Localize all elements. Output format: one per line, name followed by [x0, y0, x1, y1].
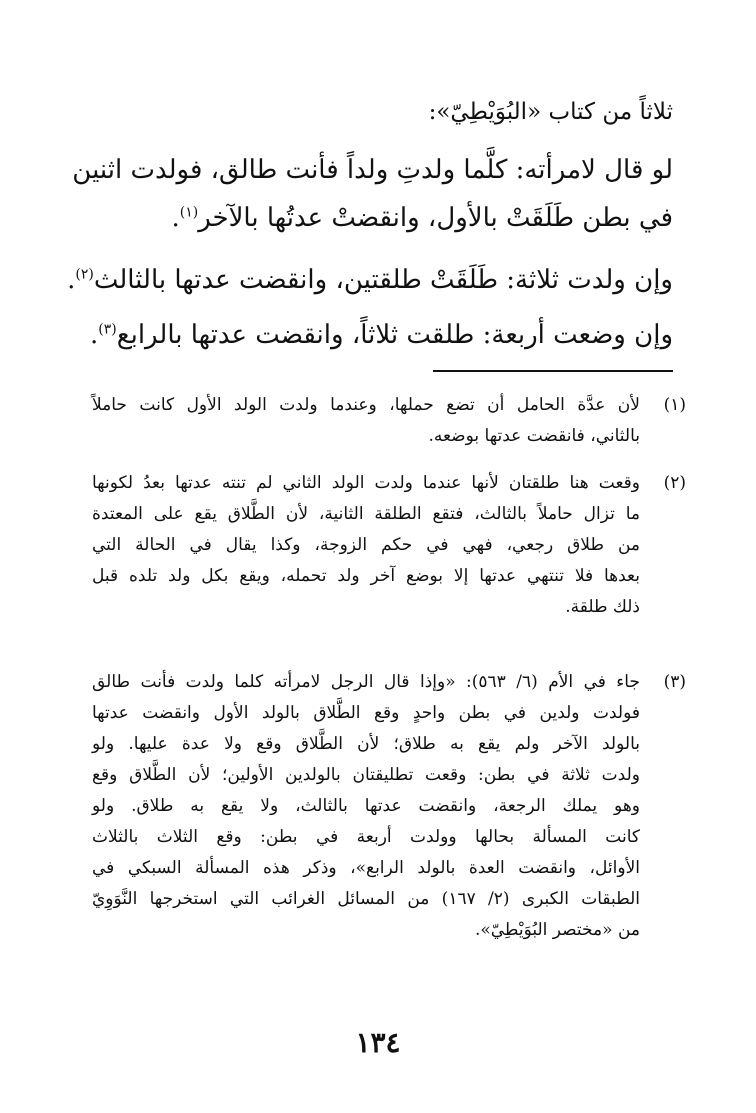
- footnote-2-line: وقعت هنا طلقتان لأنها عندما ولدت الولد الثاني لم تنته عدتها بعدُ لكونها: [92, 473, 640, 493]
- main-text-line-2: [171, 200, 673, 236]
- footnote-3-line: من «مختصر البُوَيْطِيّ».: [474, 920, 640, 940]
- footnote-3-line: الطبقات الكبرى (٢/ ١٦٧) من المسائل الغرائب التي استخرجها النَّوَوِيّ: [92, 889, 640, 909]
- main-text-line-2-body: في بطن طَلَقَتْ بالأول، وانقضتْ عدتُها بالآخر: [198, 203, 673, 233]
- footnote-1-line: بالثاني، فانقضت عدتها بوضعه.: [428, 426, 640, 446]
- footnote-2-number: (٢): [663, 473, 686, 493]
- footnote-3: [92, 667, 686, 946]
- footnote-3-line: وهو يملك الرجعة، وانقضت عدتها بالثالث، ولا يقع به طلاق. ولو: [92, 796, 640, 816]
- footnote-3-line: كانت المسألة بحالها وولدت أربعة في بطن: وقع الثلاث بالثلاث: [92, 827, 640, 847]
- footnote-ref-1[interactable]: (١): [179, 204, 199, 221]
- footnote-3-line: فولدت ولدين في بطن واحدٍ وقع الطَّلاق بالولد الأول وانقضت عدتها: [92, 703, 640, 723]
- page-number: ١٣٤: [355, 1026, 401, 1059]
- footnote-2: [92, 468, 686, 623]
- footnote-separator: [433, 370, 673, 372]
- footnote-3-line: الأوائل، وانقضت العدة بالولد الرابع»، وذكر هذه المسألة السبكي في: [92, 858, 640, 878]
- footnote-ref-3[interactable]: (٣): [98, 321, 117, 338]
- main-text-line-2-end: .: [171, 203, 180, 233]
- footnote-ref-2[interactable]: (٢): [75, 266, 94, 283]
- footnote-3-line: بالولد الآخر ولم يقع به طلاق؛ لأن الطَّلاق وقع ولا عدة عليها. ولو: [92, 734, 640, 754]
- main-text-line-4: [90, 317, 673, 353]
- main-text-line-4-body: وإن وضعت أربعة: طلقت ثلاثاً، وانقضت عدتها بالرابع: [116, 320, 673, 350]
- footnote-3-number: (٣): [663, 672, 686, 692]
- footnote-1-number: (١): [663, 395, 686, 415]
- footnote-1: [92, 390, 686, 452]
- main-text-line-1: لو قال لامرأته: كلَّما ولدتِ ولداً فأنت طالق، فولدت اثنين: [72, 155, 673, 185]
- footnote-2-line: ذلك طلقة.: [565, 597, 640, 617]
- footnote-2-line: بعدها فلا تنتهي عدتها إلا بوضع آخر ولد تحمله، ويقع بكل ولد تلده قبل: [92, 566, 640, 586]
- footnote-3-line: جاء في الأم (٦/ ٥٦٣): «وإذا قال الرجل لامرأته كلما ولدت فأنت طالق: [92, 672, 640, 692]
- footnote-1-line: لأن عدَّة الحامل أن تضع حملها، وعندما ولدت الولد الأول كانت حاملاً: [92, 395, 640, 415]
- footnote-1-body: [92, 390, 640, 452]
- footnote-2-line: ما تزال حاملاً بالثالث، فتقع الطلقة الثانية، لأن الطَّلاق يقع على المعتدة: [92, 504, 640, 524]
- section-heading: ثلاثاً من كتاب «البُوَيْطِيّ»:: [428, 99, 673, 125]
- main-text-line-4-end: .: [90, 320, 99, 350]
- main-text-line-3: [67, 262, 673, 298]
- footnote-2-line: من طلاق رجعي، فهي في حكم الزوجة، وكذا يقال في الحالة التي: [92, 535, 640, 555]
- main-text-line-3-end: .: [67, 265, 76, 295]
- footnote-3-body: [92, 667, 640, 946]
- footnote-2-body: [92, 468, 640, 623]
- main-text-line-3-body: وإن ولدت ثلاثة: طَلَقَتْ طلقتين، وانقضت عدتها بالثالث: [93, 265, 673, 295]
- footnote-3-line: ولدت ثلاثة في بطن: وقعت تطليقتان بالولدين الأولين؛ لأن الطَّلاق وقع: [92, 765, 640, 785]
